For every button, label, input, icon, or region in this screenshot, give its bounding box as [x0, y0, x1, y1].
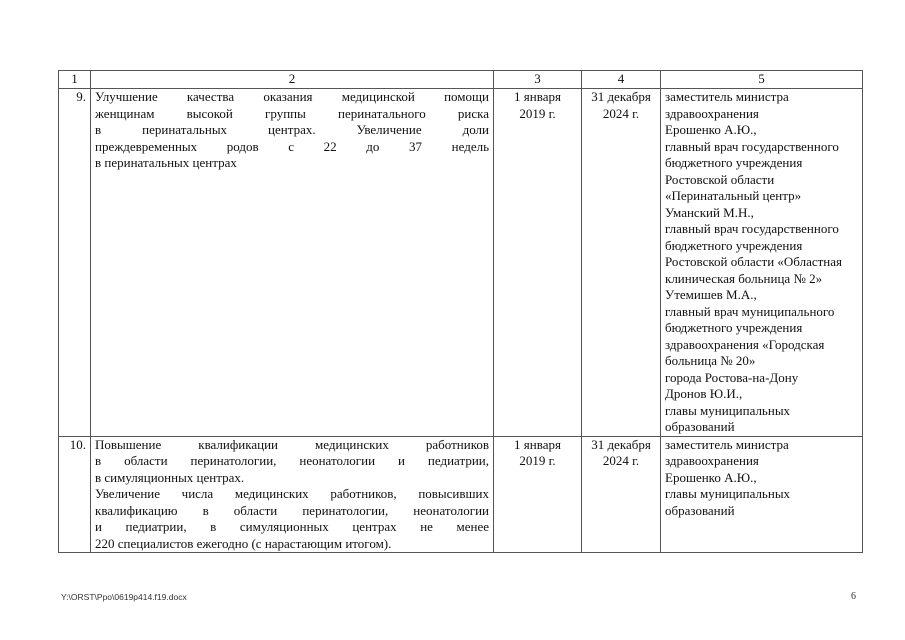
measure-description: [91, 89, 494, 437]
measure-description: [91, 436, 494, 553]
description-line: женщинам высокой группы перинатального риска: [95, 105, 489, 121]
row-number: 9.: [59, 89, 91, 437]
responsible-line: «Перинатальный центр»: [665, 188, 802, 203]
description-line: в перинатальных центрах: [95, 155, 237, 170]
table-row: [59, 436, 863, 553]
responsible-line: Уманский М.Н.,: [665, 204, 754, 220]
responsible-line: города Ростова-на-Дону: [665, 369, 799, 385]
description-line: в симуляционных центрах.: [95, 469, 245, 485]
responsible-line: бюджетного учреждения: [665, 155, 803, 170]
responsible-line: главы муниципальных: [665, 486, 791, 501]
description-line: Повышение квалификации медицинских работников: [95, 436, 489, 452]
responsible-line: здравоохранения: [665, 453, 759, 468]
end-date-year: 2024 г.: [602, 105, 640, 121]
description-line: квалификацию в области перинатологии, неонатологии: [95, 502, 489, 518]
responsible-line: здравоохранения: [665, 105, 759, 121]
start-date-year: 2019 г.: [519, 453, 556, 468]
description-line: Увеличение числа медицинских работников, повысивших: [95, 486, 489, 501]
row-number: 10.: [59, 436, 91, 553]
end-date-day: 31 декабря: [591, 436, 651, 452]
responsible-line: больница № 20»: [665, 353, 756, 368]
responsible-line: образований: [665, 502, 735, 518]
start-date-day: 1 января: [514, 436, 561, 452]
table-header-row: [59, 71, 863, 89]
responsible-persons: [661, 89, 863, 437]
column-header-2: 2: [91, 71, 494, 89]
description-line: Улучшение качества оказания медицинской помощи: [95, 89, 489, 104]
end-date: [582, 436, 661, 553]
responsible-line: Ерошенко А.Ю.,: [665, 469, 757, 485]
start-date-day: 1 января: [514, 89, 561, 104]
plan-table: [58, 70, 863, 553]
description-line: и педиатрии, в симуляционных центрах не менее: [95, 519, 489, 534]
column-header-4: 4: [582, 71, 661, 89]
responsible-line: образований: [665, 419, 735, 434]
column-header-5: 5: [661, 71, 863, 89]
description-line: 220 специалистов ежегодно (с нарастающим итогом).: [95, 535, 392, 551]
responsible-line: Ростовской области «Областная: [665, 254, 843, 269]
responsible-line: клиническая больница № 2»: [665, 270, 823, 286]
responsible-line: бюджетного учреждения: [665, 320, 803, 335]
responsible-persons: [661, 436, 863, 553]
start-date: [494, 436, 582, 553]
responsible-line: здравоохранения «Городская: [665, 336, 825, 352]
start-date-year: 2019 г.: [519, 105, 556, 121]
responsible-line: заместитель министра: [665, 436, 789, 452]
description-line: преждевременных родов с 22 до 37 недель: [95, 138, 489, 154]
page-number: 6: [851, 591, 856, 602]
responsible-line: Ерошенко А.Ю.,: [665, 122, 757, 137]
description-line: в области перинатологии, неонатологии и педиатрии,: [95, 453, 489, 468]
footer-file-path: Y:\ORST\Ppo\0619p414.f19.docx: [61, 592, 187, 602]
responsible-line: главный врач муниципального: [665, 303, 835, 319]
start-date: [494, 89, 582, 437]
end-date-day: 31 декабря: [591, 89, 651, 104]
column-header-1: 1: [59, 71, 91, 89]
end-date-year: 2024 г.: [602, 453, 640, 468]
responsible-line: заместитель министра: [665, 89, 789, 104]
responsible-line: бюджетного учреждения: [665, 237, 803, 253]
responsible-line: Дронов Ю.И.,: [665, 386, 743, 401]
responsible-line: главный врач государственного: [665, 221, 839, 236]
responsible-line: Утемишев М.А.,: [665, 287, 757, 302]
description-line: в перинатальных центрах. Увеличение доли: [95, 122, 489, 137]
table-row: [59, 89, 863, 437]
responsible-line: Ростовской области: [665, 171, 775, 187]
responsible-line: главы муниципальных: [665, 402, 791, 418]
end-date: [582, 89, 661, 437]
responsible-line: главный врач государственного: [665, 138, 839, 154]
column-header-3: 3: [494, 71, 582, 89]
